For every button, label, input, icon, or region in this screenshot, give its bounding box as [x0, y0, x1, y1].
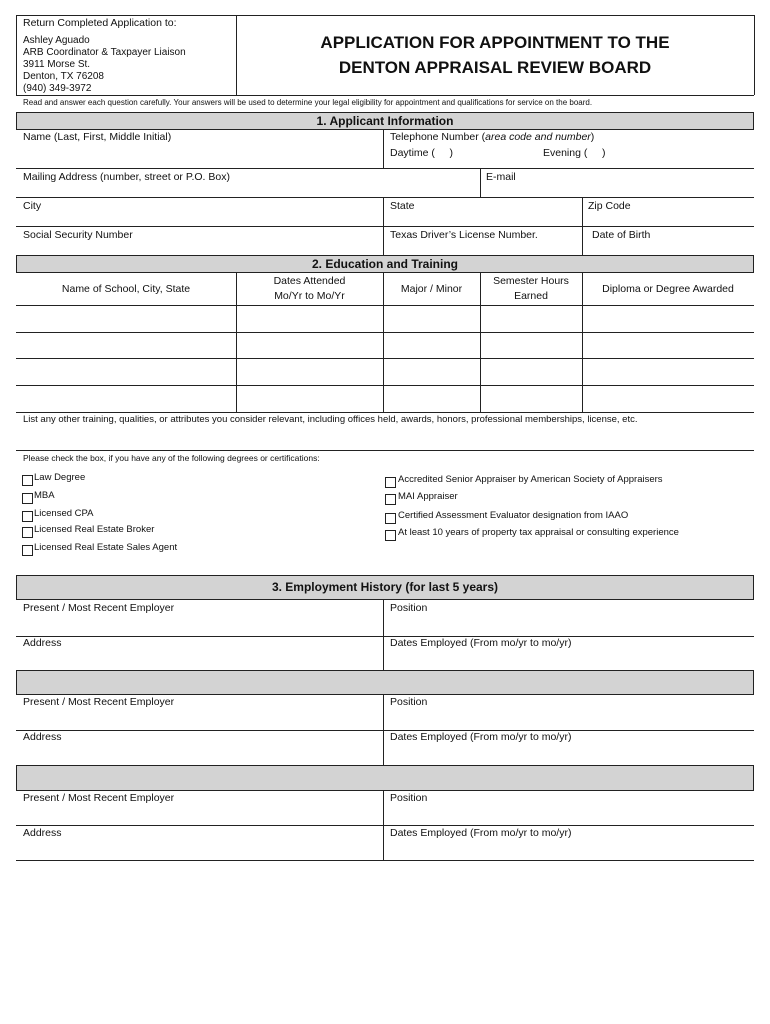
option-re-broker: Licensed Real Estate Broker	[34, 524, 155, 535]
name-label: Name (Last, First, Middle Initial)	[23, 131, 172, 143]
mailing-address-label: Mailing Address (number, street or P.O. Box)	[23, 171, 230, 183]
other-training-label: List any other training, qualities, or attributes you consider relevant, including offices held, awards, honors, professional memberships, license, etc.	[23, 414, 638, 425]
address-label: Address	[23, 731, 62, 743]
employment-separator	[16, 670, 754, 695]
return-label: Return Completed Application to:	[23, 17, 177, 29]
checkbox-re-broker[interactable]	[22, 527, 33, 538]
col-dates-line1: Dates Attended	[273, 275, 346, 287]
dob-label: Date of Birth	[592, 229, 651, 241]
dates-employed-label: Dates Employed (From mo/yr to mo/yr)	[390, 827, 572, 839]
page-title-line2: DENTON APPRAISAL REVIEW BOARD	[338, 58, 652, 77]
table-row[interactable]	[17, 333, 753, 358]
section1-header: 1. Applicant Information	[16, 112, 754, 130]
phone-label	[390, 131, 594, 143]
contact-title: ARB Coordinator & Taxpayer Liaison	[23, 47, 186, 58]
option-cpa: Licensed CPA	[34, 508, 94, 519]
position-label: Position	[390, 792, 428, 804]
checkbox-experience[interactable]	[385, 530, 396, 541]
city-label: City	[23, 200, 42, 212]
option-mba: MBA	[34, 490, 55, 501]
col-hours	[480, 274, 582, 304]
check-prompt: Please check the box, if you have any of the following degrees or certifications:	[23, 453, 320, 463]
position-label: Position	[390, 696, 428, 708]
table-row[interactable]	[17, 386, 753, 412]
employer-label: Present / Most Recent Employer	[23, 696, 175, 708]
section3-header: 3. Employment History (for last 5 years)	[16, 575, 754, 600]
table-row[interactable]	[17, 306, 753, 332]
daytime-label: Daytime ( )	[390, 147, 454, 159]
address-label: Address	[23, 637, 62, 649]
col-hours-line2: Earned	[514, 290, 548, 302]
col-dates	[236, 274, 383, 304]
contact-name: Ashley Aguado	[23, 35, 90, 46]
dates-employed-label: Dates Employed (From mo/yr to mo/yr)	[390, 637, 572, 649]
contact-block	[23, 35, 186, 95]
col-school: Name of School, City, State	[61, 283, 191, 295]
ssn-label: Social Security Number	[23, 229, 133, 241]
checkbox-iaao[interactable]	[385, 513, 396, 524]
checkbox-mba[interactable]	[22, 493, 33, 504]
evening-label: Evening ( )	[543, 147, 606, 159]
zip-label: Zip Code	[588, 200, 631, 212]
position-label: Position	[390, 602, 428, 614]
col-major: Major / Minor	[400, 283, 463, 295]
checkbox-mai[interactable]	[385, 494, 396, 505]
state-label: State	[390, 200, 415, 212]
checkbox-asa[interactable]	[385, 477, 396, 488]
col-dates-line2: Mo/Yr to Mo/Yr	[274, 290, 345, 302]
contact-phone: (940) 349-3972	[23, 83, 92, 94]
contact-street: 3911 Morse St.	[23, 59, 91, 70]
option-law-degree: Law Degree	[34, 472, 86, 483]
drivers-license-label: Texas Driver’s License Number.	[390, 229, 538, 241]
section2-header: 2. Education and Training	[16, 255, 754, 273]
checkbox-law-degree[interactable]	[22, 475, 33, 486]
instructions: Read and answer each question carefully. Your answers will be used to determine your legal eligibility for appointment and qualifications for service on the board.	[23, 98, 593, 107]
option-asa: Accredited Senior Appraiser by American Society of Appraisers	[398, 474, 663, 485]
email-label: E-mail	[486, 171, 516, 183]
employer-label: Present / Most Recent Employer	[23, 602, 175, 614]
dates-employed-label: Dates Employed (From mo/yr to mo/yr)	[390, 731, 572, 743]
checkbox-cpa[interactable]	[22, 511, 33, 522]
option-mai: MAI Appraiser	[398, 491, 458, 502]
option-iaao: Certified Assessment Evaluator designation from IAAO	[398, 510, 629, 521]
phone-label-text: Telephone Number (	[390, 131, 486, 143]
employer-label: Present / Most Recent Employer	[23, 792, 175, 804]
address-label: Address	[23, 827, 62, 839]
col-hours-line1: Semester Hours	[493, 275, 569, 287]
phone-label-end: )	[590, 131, 595, 143]
contact-city: Denton, TX 76208	[23, 71, 104, 82]
option-re-sales-agent: Licensed Real Estate Sales Agent	[34, 542, 178, 553]
table-row[interactable]	[17, 359, 753, 385]
employment-separator	[16, 765, 754, 791]
col-diploma: Diploma or Degree Awarded	[602, 283, 734, 295]
checkbox-re-sales-agent[interactable]	[22, 545, 33, 556]
option-experience: At least 10 years of property tax appraisal or consulting experience	[398, 527, 679, 538]
page-title-line1: APPLICATION FOR APPOINTMENT TO THE	[320, 33, 670, 52]
phone-label-italic: area code and number	[485, 131, 591, 143]
